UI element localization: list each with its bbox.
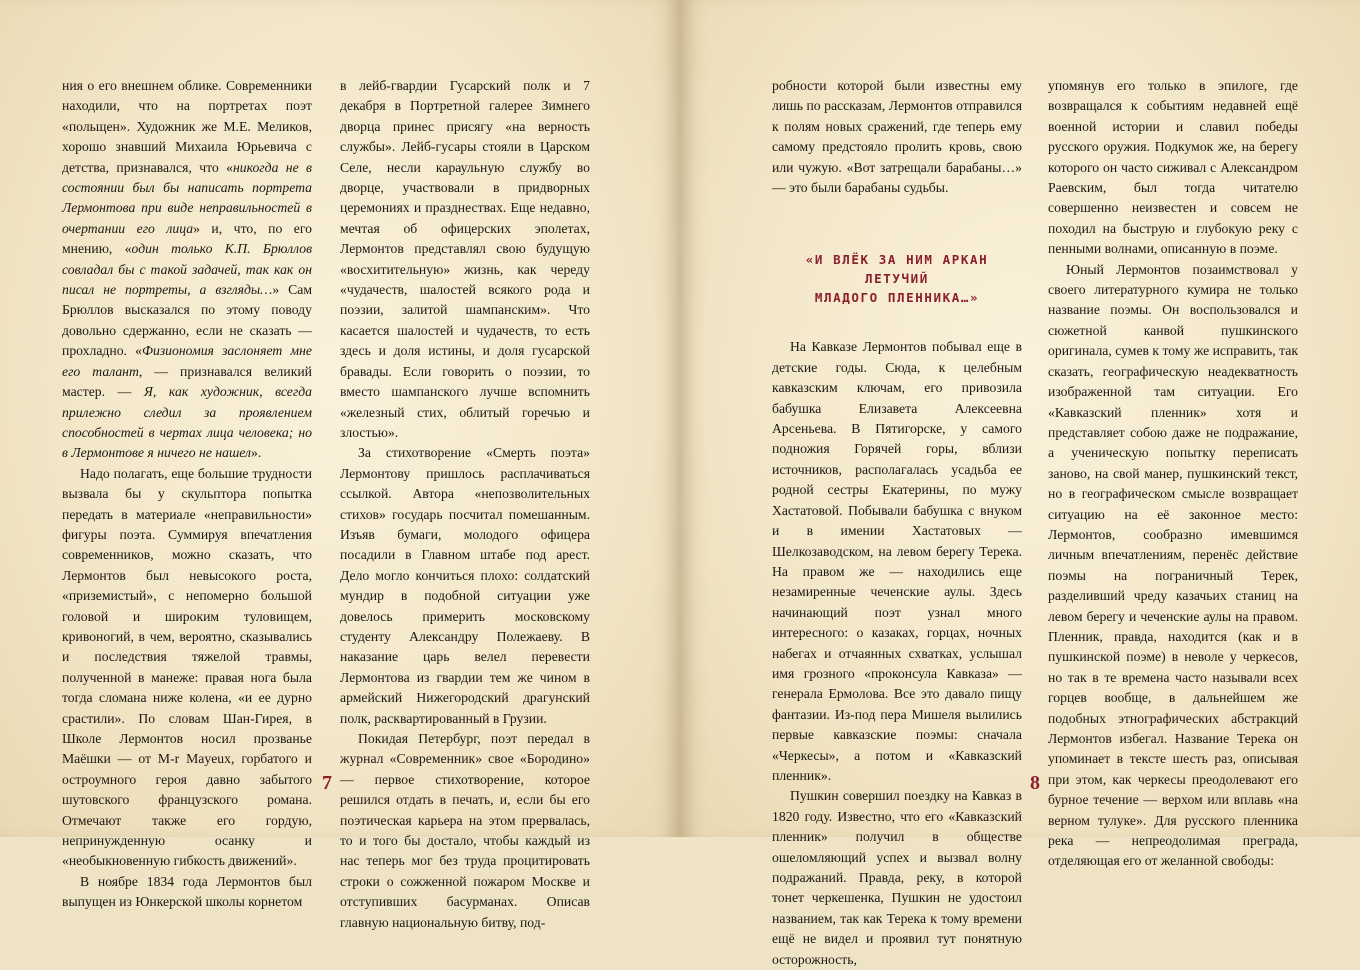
right-column-1-top (772, 76, 1022, 198)
left-page (0, 0, 680, 930)
left-column-2 (340, 76, 590, 933)
section-heading (772, 250, 1022, 307)
paragraph: На Кавказе Лермонтов побывал еще в детские годы. Сюда, к целебным кавказским ключам, его привозила бабушка Елизавета Алексеевна Арсеньева. В Пятигорске, у самого подножия Горячей горы, вблизи источников, располагалась усадьба ее родной сестры Екатерины, по мужу Хастатовой. Побывали бабушка с внуком и в имении Хастатовых — Шелкозаводском, на левом берегу Терека. На правом же — находились еще незамиренные чеченские аулы. Здесь начинающий поэт узнал много интересного: о казаках, горцах, ночных набегах и отчаянных схватках, услышал имя грозного «проконсула Кавказа» — генерала Ермолова. Все это давало пищу фантазии. Из-под пера Мишеля вылились первые кавказские поэмы: сначала «Черкесы», а потом и «Кавказский пленник». (772, 339, 1022, 783)
right-column-1 (772, 76, 1022, 970)
paragraph: в лейб-гвардии Гусарский полк и 7 декабря в Портретной галерее Зимнего дворца принес присягу «на верность службы». Лейб-гусары стояли в Царском Селе, несли караульную службу во дворце, участвовали в придворных церемониях и празднествах. Еще недавно, мечтая об офицерских эполетах, Лермонтов представлял свою будущую «восхитительную» жизнь, как череду «чудачеств, шалостей всякого рода и поэзии, залитой шампанским». Что касается шалостей и чудачеств, то есть здесь и доля истины, и доля гусарской бравады. Если говорить о поэзии, то вместо шампанского лучше вспомнить «железный стих, облитый горечью и злостью». (340, 78, 590, 440)
paragraph: В ноябре 1834 года Лермонтов был выпущен из Юнкерской школы корнетом (62, 873, 312, 910)
left-column-1 (62, 76, 312, 913)
page-number-left: 7 (322, 772, 332, 794)
right-column-1-bottom (772, 337, 1022, 970)
paragraph: Пушкин совершил поездку на Кавказ в 1820 году. Известно, что его «Кавказский пленник» получил в обществе ошеломляющий успех и вызвал волну подражаний. Правда, реку, в которой тонет черкешенка, Пушкин не удостоил названием, так как Терека к тому времени ещё не видел и проявил тут понятную осторожность, (772, 788, 1022, 967)
paragraph: Покидая Петербург, поэт передал в журнал «Современник» свое «Бородино» — первое стихотворение, которое решился отдать в печать, и, если бы его поэтическая карьера на этом прервалась, то и того бы достало, чтобы каждый из нас теперь мог без труда процитировать строки о сожженной пожаром Москве и отступивших басурманах. Описав главную национальную битву, под- (340, 731, 590, 930)
right-page (680, 0, 1360, 967)
paragraph: ния о его внешнем облике. Современники находили, что на портретах поэт «польщен». Художник же М.Е. Меликов, хорошо знавший Михаила Юрьевича с детства, признавался, что «никогда не в состоянии был бы написать портрета Лермонтова при виде неправильностей в очертании его лица» и, что, по его мнению, «один только К.П. Брюллов совладал бы с такой задачей, так как он писал не портреты, а взгляды…» Сам Брюллов высказался по этому поводу довольно сдержанно, если не сказать — прохладно. «Физиономия заслоняет мне его талант, — признавался великий мастер. — Я, как художник, всегда прилежно следил за проявлением способностей в чертах лица человека; но в Лермонтове я ничего не нашел». (62, 78, 313, 461)
paragraph: За стихотворение «Смерть поэта» Лермонтову пришлось расплачиваться ссылкой. Автора «непозволительных стихов» государь посчитал помешанным. Изъяв бумаги, молодого офицера посадили в Главном штабе под арест. Дело могло кончиться плохо: солдатский мундир в подобной ситуации уже довелось примерить московскому студенту Александру Полежаеву. В наказание царь велел перевести Лермонтова из гвардии тем же чином в армейский Нижегородский драгунский полк, расквартированный в Грузии. (340, 445, 590, 726)
paragraph: Надо полагать, еще большие трудности вызвала бы у скульптора попытка передать в материале «неправильности» фигуры поэта. Суммируя впечатления современников, можно сказать, что Лермонтов был невысокого роста, «приземистый», с непомерно большой головой и широким туловищем, кривоногий, в чем, вероятно, сказывались и последствия тяжелой травмы, полученной в манеже: правая нога была тогда сломана ниже колена, «и ее дурно срастили». По словам Шан-Гирея, в Школе Лермонтов носил прозванье Маёшки — от M-r Mayeux, горбатого и остроумного героя давно забытого шутовского французского романа. Отмечают также его гордую, непринужденную осанку и «необыкновенную гибкость движений». (62, 465, 312, 869)
right-column-2 (1048, 76, 1298, 872)
paragraph: робности которой были известны ему лишь по рассказам, Лермонтов отправился к полям новых сражений, где теперь ему самому предстояло пролить кровь, свою или чужую. «Вот затрещали барабаны…» — это были барабаны судьбы. (772, 78, 1022, 196)
page-number-right: 8 (1030, 772, 1040, 794)
paragraph: Юный Лермонтов позаимствовал у своего литературного кумира не только название поэмы. Он воспользовался и сюжетной канвой пушкинского оригинала, сумев к тому же исправить, так сказать, географическую неадекватность изображенной там ситуации. Его «Кавказский пленник» хотя и представляет собою даже не подражание, а ученическую попытку переписать заново, на свой манер, пушкинский текст, но в географическом смысле возвращает ситуацию на её законное место: Лермонтов, сообразно имевшимся личным впечатлениям, перенёс действие поэмы на пограничный Терек, разделивший чреду казачьих станиц на левом берегу и чеченские аулы на правом. Пленник, правда, находится (как и в пушкинской поэме) в неволе у черкесов, но так в те времена часто называли всех горцев вообще, в дальнейшем же подобных этнографических абстракций Лермонтов избегал. Название Терека он упоминает в тексте шесть раз, описывая при этом, как черкесы преодолевают его бурное течение — верхом или вплавь «на верном тулуке». Для русского пленника река — непреодолимая преграда, отделяющая его от желанной свободы: (1048, 261, 1298, 869)
section-heading-line-2: МЛАДОГО ПЛЕННИКА…» (814, 290, 980, 306)
section-heading-line-1: «И ВЛЁК ЗА НИМ АРКАН ЛЕТУЧИЙ (805, 252, 989, 287)
paragraph: упомянув его только в эпилоге, где возвращался к событиям недавней ещё военной истории и славил победы русского оружия. Подкумок же, на берегу которого он часто сиживал с Александром Раевским, был тогда читателю совершенно неизвестен и совсем не походил на быструю и глубокую реку с пенными волнами, описанную в поэме. (1048, 78, 1298, 257)
